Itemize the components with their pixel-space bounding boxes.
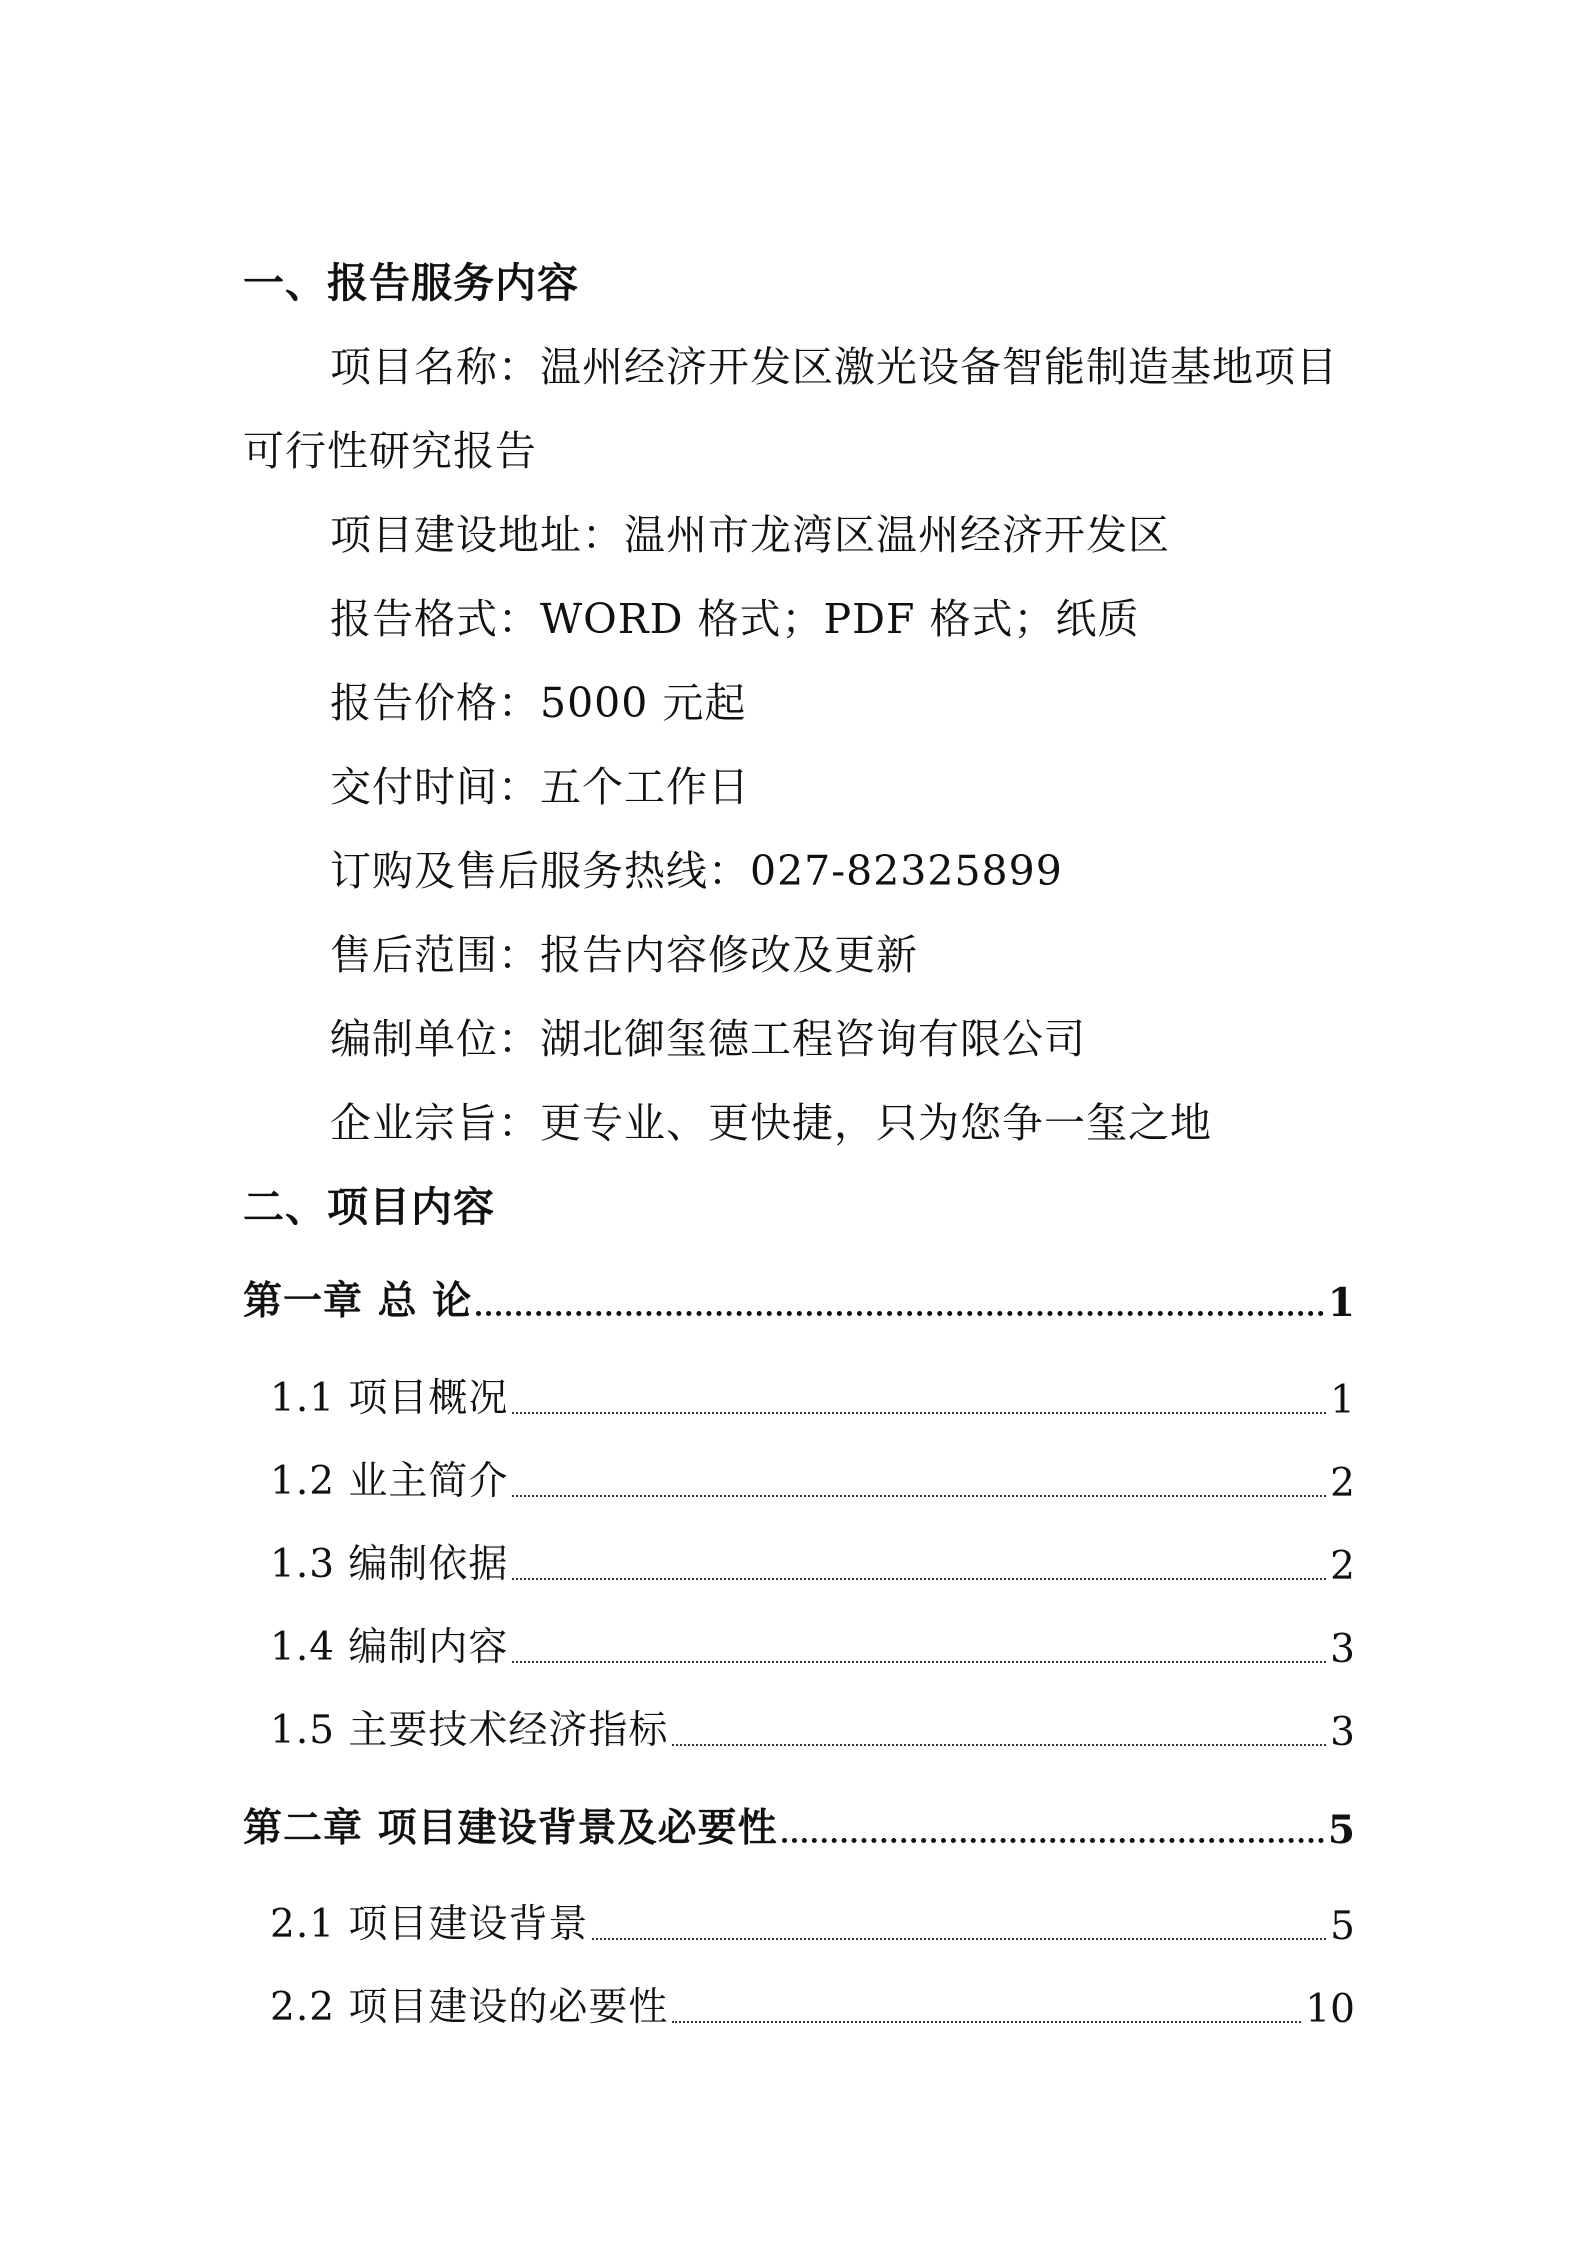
toc-page-number: 3	[1330, 1627, 1355, 1672]
toc-page-number: 5	[1327, 1807, 1355, 1853]
toc-page-number: 10	[1305, 1987, 1355, 2032]
toc-chapter-1[interactable]	[243, 1270, 1355, 1326]
report-price-line: 报告价格：5000 元起	[330, 679, 747, 727]
toc-page-number: 2	[1330, 1544, 1355, 1589]
toc-section-2-2[interactable]	[270, 1976, 1355, 2032]
toc-leader	[512, 1412, 1326, 1414]
toc-title: 1.1 项目概况	[270, 1376, 509, 1421]
toc-leader	[512, 1495, 1326, 1497]
toc-title: 2.2 项目建设的必要性	[270, 1985, 669, 2030]
project-name-continued: 可行性研究报告	[243, 427, 537, 475]
toc-section-1-5[interactable]	[270, 1699, 1355, 1755]
report-format-line: 报告格式：WORD 格式；PDF 格式；纸质	[330, 595, 1140, 643]
toc-leader	[512, 1578, 1326, 1580]
toc-page-number: 1	[1327, 1280, 1355, 1326]
hotline-line: 订购及售后服务热线：027-82325899	[330, 847, 1063, 895]
delivery-time-line: 交付时间：五个工作日	[330, 763, 750, 811]
toc-page-number: 5	[1330, 1904, 1355, 1949]
section-heading-project-content: 二、项目内容	[243, 1183, 495, 1231]
toc-title: 1.3 编制依据	[270, 1542, 509, 1587]
after-sales-line: 售后范围：报告内容修改及更新	[330, 931, 918, 979]
company-motto-line: 企业宗旨：更专业、更快捷，只为您争一玺之地	[330, 1099, 1212, 1147]
toc-section-1-3[interactable]	[270, 1533, 1355, 1589]
project-name-line: 项目名称：温州经济开发区激光设备智能制造基地项目	[330, 343, 1338, 391]
project-address-line: 项目建设地址：温州市龙湾区温州经济开发区	[330, 511, 1170, 559]
section-heading-service: 一、报告服务内容	[243, 259, 579, 307]
toc-leader	[672, 1744, 1326, 1746]
toc-title: 1.5 主要技术经济指标	[270, 1708, 669, 1753]
toc-section-1-4[interactable]	[270, 1616, 1355, 1672]
toc-leader	[512, 1661, 1326, 1663]
toc-title: 1.4 编制内容	[270, 1625, 509, 1670]
toc-leader	[476, 1311, 1324, 1316]
compiler-line: 编制单位：湖北御玺德工程咨询有限公司	[330, 1015, 1086, 1063]
toc-leader	[672, 2021, 1301, 2023]
toc-title: 第一章 总 论	[243, 1278, 473, 1324]
toc-section-2-1[interactable]	[270, 1893, 1355, 1949]
toc-title: 1.2 业主简介	[270, 1459, 509, 1504]
toc-page-number: 3	[1330, 1710, 1355, 1755]
toc-page-number: 1	[1330, 1378, 1355, 1423]
toc-leader	[782, 1838, 1324, 1843]
toc-section-1-2[interactable]	[270, 1450, 1355, 1506]
toc-section-1-1[interactable]	[270, 1367, 1355, 1423]
toc-title: 第二章 项目建设背景及必要性	[243, 1805, 778, 1851]
toc-chapter-2[interactable]	[243, 1797, 1355, 1853]
toc-title: 2.1 项目建设背景	[270, 1902, 589, 1947]
toc-page-number: 2	[1330, 1461, 1355, 1506]
toc-leader	[592, 1938, 1326, 1940]
